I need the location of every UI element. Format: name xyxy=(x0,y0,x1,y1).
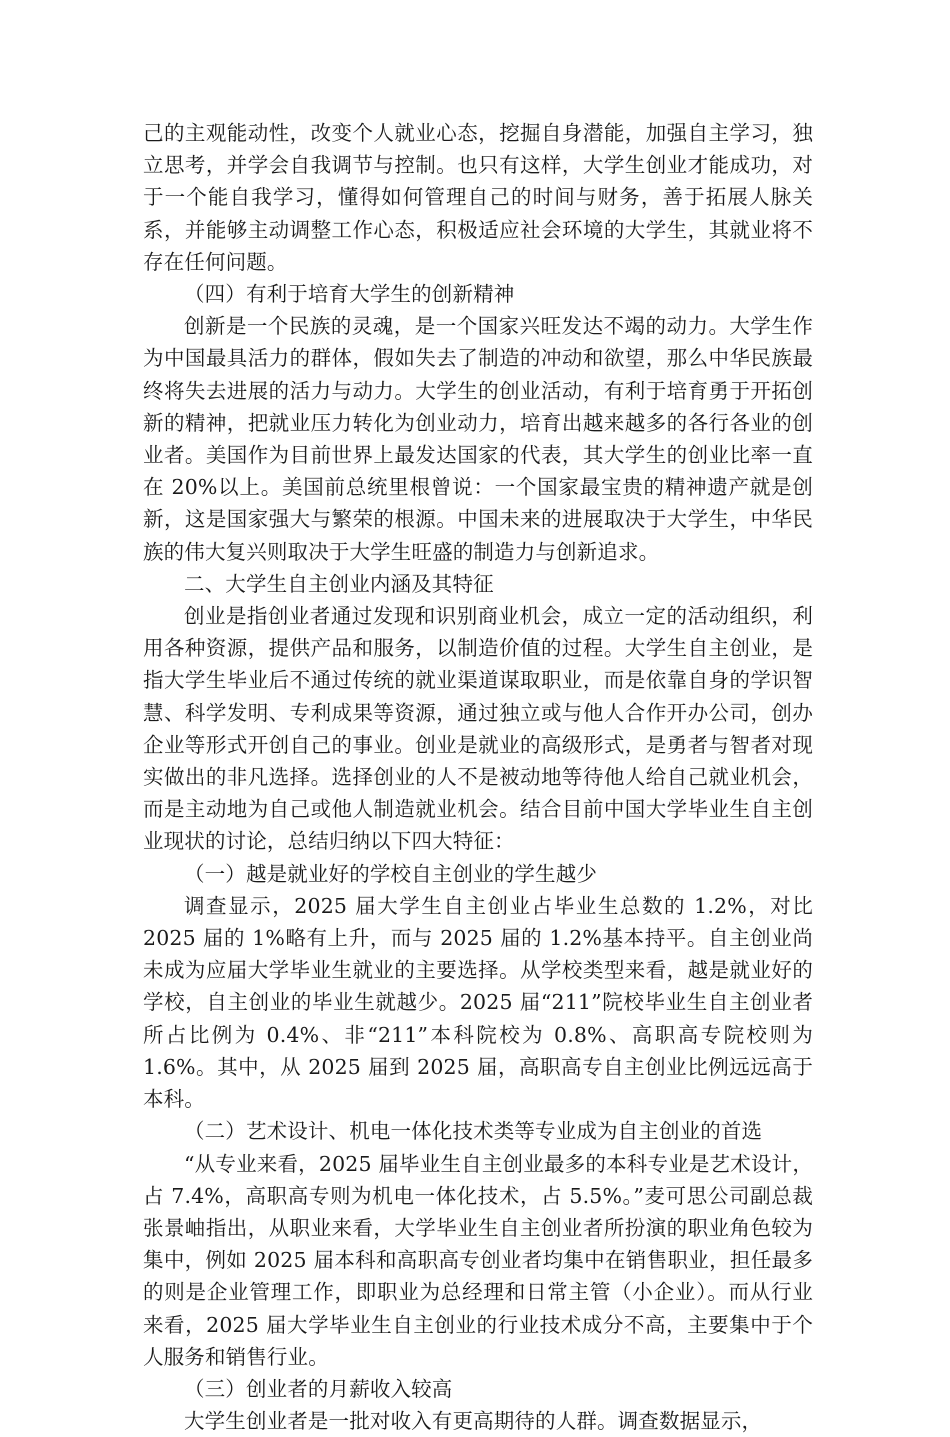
subheading-1: （一）越是就业好的学校自主创业的学生越少 xyxy=(184,861,597,886)
section-heading-4: （四）有利于培育大学生的创新精神 xyxy=(184,282,515,307)
subheading-3: （三）创业者的月薪收入较高 xyxy=(184,1376,453,1401)
document-page xyxy=(143,117,813,1437)
paragraph-majors: “从专业来看，2025 届毕业生自主创业最多的本科专业是艺术设计，占 7.4%，高职高专则为机电一体化技术，占 5.5%。”麦可思公司副总裁张景岫指出，从职业来看，大学毕业生自主创业者所扮演的职业角色较为集中，例如 2025 届本科和高职高专创业者均集中在销售职业，担任最多的则是企业管理工作，即职业为总经理和日常主管（小企业）。而从行业来看，2025 届大学毕业生自主创业的行业技术成分不高，主要集中于个人服务和销售行业。 xyxy=(143,1151,813,1369)
paragraph-income: 大学生创业者是一批对收入有更高期待的人群。调查数据显示， xyxy=(184,1409,763,1434)
paragraph-1: 己的主观能动性，改变个人就业心态，挖掘自身潜能，加强自主学习，独立思考，并学会自我调节与控制。也只有这样，大学生创业才能成功，对于一个能自我学习，懂得如何管理自己的时间与财务，善于拓展人脉关系，并能够主动调整工作心态，积极适应社会环境的大学生，其就业将不存在任何问题。 xyxy=(143,121,813,274)
paragraph-innovation: 创新是一个民族的灵魂，是一个国家兴旺发达不竭的动力。大学生作为中国最具活力的群体，假如失去了制造的冲动和欲望，那么中华民族最终将失去进展的活力与动力。大学生的创业活动，有利于培育勇于开拓创新的精神，把就业压力转化为创业动力，培育出越来越多的各行各业的创业者。美国作为目前世界上最发达国家的代表，其大学生的创业比率一直在 20%以上。美国前总统里根曾说：一个国家最宝贵的精神遗产就是创新，这是国家强大与繁荣的根源。中国未来的进展取决于大学生，中华民族的伟大复兴则取决于大学生旺盛的制造力与创新追求。 xyxy=(143,314,813,564)
subheading-2: （二）艺术设计、机电一体化技术类等专业成为自主创业的首选 xyxy=(184,1119,763,1144)
paragraph-definition: 创业是指创业者通过发现和识别商业机会，成立一定的活动组织，利用各种资源，提供产品和服务，以制造价值的过程。大学生自主创业，是指大学生毕业后不通过传统的就业渠道谋取职业，而是依靠自身的学识智慧、科学发明、专利成果等资源，通过独立或与他人合作开办公司，创办企业等形式开创自己的事业。创业是就业的高级形式，是勇者与智者对现实做出的非凡选择。选择创业的人不是被动地等待他人给自己就业机会，而是主动地为自己或他人制造就业机会。结合目前中国大学毕业生自主创业现状的讨论，总结归纳以下四大特征： xyxy=(143,604,813,854)
paragraph-survey: 调查显示，2025 届大学生自主创业占毕业生总数的 1.2%，对比 2025 届的 1%略有上升，而与 2025 届的 1.2%基本持平。自主创业尚未成为应届大学毕业生就业的主要选择。从学校类型来看，越是就业好的学校，自主创业的毕业生就越少。2025 届“211”院校毕业生自主创业者所占比例为 0.4%、非“211”本科院校为 0.8%、高职高专院校则为 1.6%。其中，从 2025 届到 2025 届，高职高专自主创业比例远远高于本科。 xyxy=(143,893,813,1112)
section-heading-2: 二、大学生自主创业内涵及其特征 xyxy=(184,571,494,596)
